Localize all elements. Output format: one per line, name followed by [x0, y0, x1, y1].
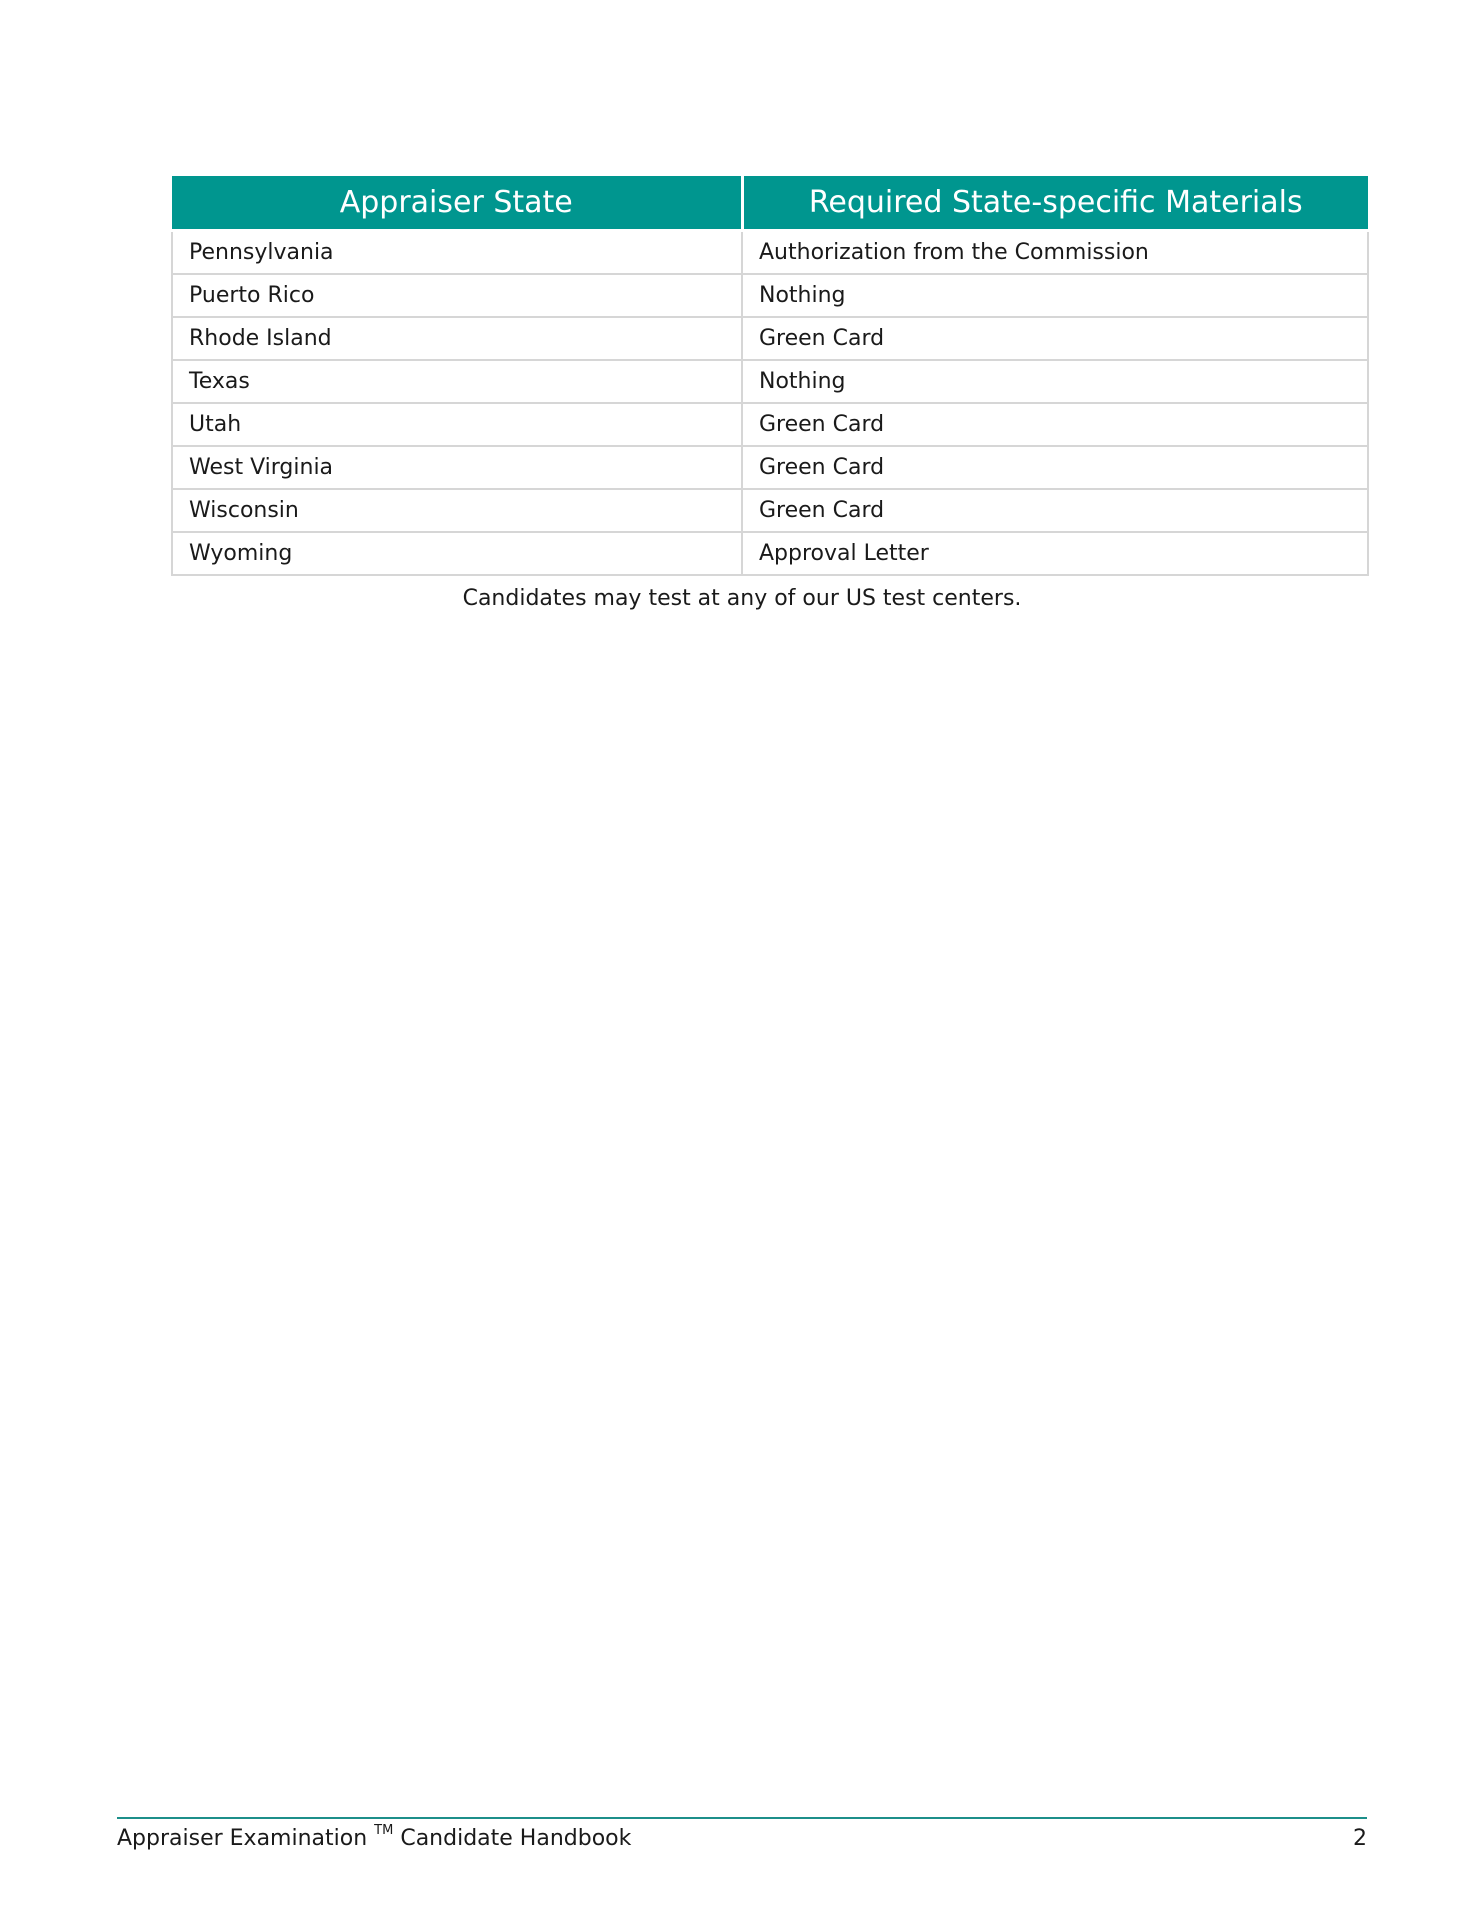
state-cell: Rhode Island: [172, 317, 742, 360]
materials-cell: Green Card: [742, 403, 1368, 446]
footer-title-part2: Candidate Handbook: [393, 1826, 632, 1851]
table-row: [172, 446, 1368, 489]
state-cell: Utah: [172, 403, 742, 446]
table-row: [172, 532, 1368, 575]
trademark-mark: TM: [374, 1823, 394, 1838]
state-cell: Wyoming: [172, 532, 742, 575]
materials-cell: Nothing: [742, 274, 1368, 317]
materials-cell: Green Card: [742, 489, 1368, 532]
table-header: [172, 176, 1368, 231]
footer-title-part1: Appraiser Examination: [117, 1826, 375, 1851]
header-required-materials: Required State-specific Materials: [742, 176, 1368, 231]
state-cell: Texas: [172, 360, 742, 403]
table-header-row: [172, 176, 1368, 231]
table-row: [172, 231, 1368, 275]
state-cell: Wisconsin: [172, 489, 742, 532]
table-row: [172, 274, 1368, 317]
state-cell: West Virginia: [172, 446, 742, 489]
state-materials-table: [171, 176, 1369, 576]
table-body: [172, 231, 1368, 576]
header-appraiser-state: Appraiser State: [172, 176, 742, 231]
table-row: [172, 317, 1368, 360]
state-cell: Pennsylvania: [172, 231, 742, 275]
table-caption: Candidates may test at any of our US test centers.: [462, 586, 1022, 611]
materials-cell: Green Card: [742, 317, 1368, 360]
page-number: 2: [1353, 1826, 1367, 1851]
materials-cell: Green Card: [742, 446, 1368, 489]
footer-title: [117, 1823, 632, 1851]
materials-cell: Authorization from the Commission: [742, 231, 1368, 275]
state-cell: Puerto Rico: [172, 274, 742, 317]
table-row: [172, 403, 1368, 446]
table-row: [172, 360, 1368, 403]
materials-cell: Nothing: [742, 360, 1368, 403]
table-row: [172, 489, 1368, 532]
footer-divider: [117, 1817, 1367, 1819]
materials-cell: Approval Letter: [742, 532, 1368, 575]
